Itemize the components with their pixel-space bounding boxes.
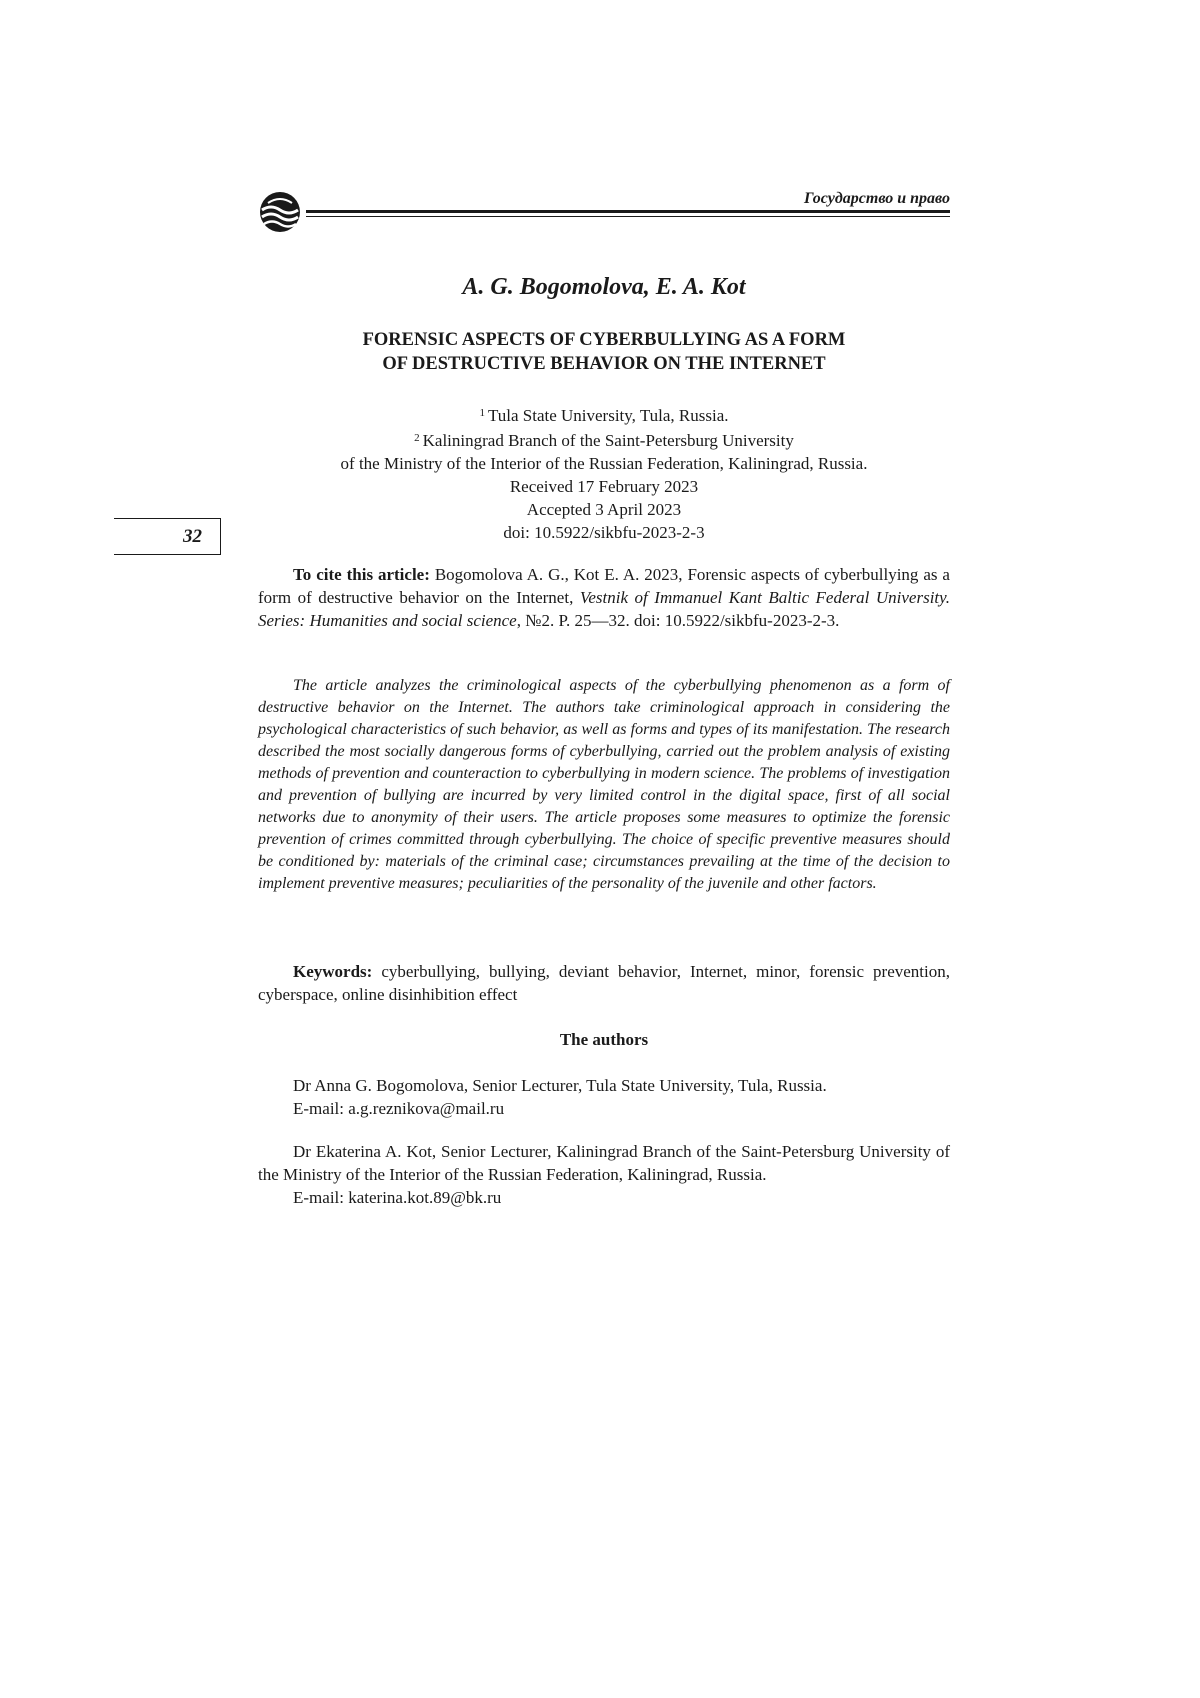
article-title bbox=[258, 328, 950, 376]
affiliation-sup-2: 2 bbox=[414, 432, 420, 444]
keywords-label: Keywords: bbox=[293, 962, 373, 981]
title-line-2: OF DESTRUCTIVE BEHAVIOR ON THE INTERNET bbox=[382, 354, 826, 374]
title-line-1: FORENSIC ASPECTS OF CYBERBULLYING AS A FORM bbox=[362, 330, 846, 350]
citation-label: To cite this article: bbox=[293, 565, 430, 584]
citation bbox=[258, 563, 950, 632]
abstract: The article analyzes the criminological aspects of the cyberbullying phenomenon as a form of destructive behavior on the Internet. The authors take criminological approach in considering the psychological characteristics of such behavior, as well as forms and types of its manifestation. The research described the most socially dangerous forms of cyberbullying, carried out the problem analysis of existing methods of prevention and counteraction to cyberbullying in modern science. The problems of investigation and prevention of bullying are incurred by very limited control in the digital space, first of all social networks due to anonymity of their users. The article proposes some measures to optimize the forensic prevention of crimes committed through cyberbullying. The choice of specific preventive measures should be conditioned by: materials of the criminal case; circumstances prevailing at the time of the decision to implement preventive measures; peculiarities of the personality of the juvenile and other factors. bbox=[258, 677, 950, 892]
accepted-date: Accepted 3 April 2023 bbox=[526, 500, 682, 519]
page-header bbox=[258, 186, 950, 236]
affiliation-1 bbox=[258, 402, 950, 427]
page-number: 32 bbox=[183, 526, 202, 547]
keywords bbox=[258, 960, 950, 1006]
keywords-text: cyberbullying, bullying, deviant behavior, Internet, minor, forensic prevention, cyberspace, online disinhibition effect bbox=[258, 962, 950, 1004]
citation-journal: Vestnik of Immanuel Kant Baltic Federal University. Series: Humanities and social science bbox=[258, 588, 950, 630]
affiliation-2-text: Kaliningrad Branch of the Saint-Petersburg University bbox=[422, 431, 794, 450]
received-date: Received 17 February 2023 bbox=[509, 477, 699, 496]
citation-text: Bogomolova A. G., Kot E. A. 2023, Forensic aspects of cyberbullying as a form of destructive behavior on the Internet, bbox=[258, 565, 950, 607]
affiliation-1-text: Tula State University, Tula, Russia. bbox=[487, 406, 729, 425]
affiliations bbox=[258, 402, 950, 544]
page-number-box bbox=[114, 518, 221, 555]
affiliation-2-cont: of the Ministry of the Interior of the Russian Federation, Kaliningrad, Russia. bbox=[340, 454, 868, 473]
author-1-text: Dr Anna G. Bogomolova, Senior Lecturer, Tula State University, Tula, Russia. bbox=[293, 1076, 827, 1095]
author-1-email: E-mail: a.g.reznikova@mail.ru bbox=[293, 1099, 505, 1118]
running-head: Государство и право bbox=[803, 190, 950, 207]
wave-sun-logo-icon bbox=[258, 190, 302, 234]
author-1 bbox=[258, 1074, 950, 1120]
citation-tail: , №2. P. 25—32. doi: 10.5922/sikbfu-2023-2-3. bbox=[516, 611, 840, 630]
author-2-email: E-mail: katerina.kot.89@bk.ru bbox=[293, 1188, 502, 1207]
header-rule-thick bbox=[306, 210, 950, 213]
header-rule-thin bbox=[306, 216, 950, 217]
affiliation-sup-1: 1 bbox=[479, 407, 485, 419]
affiliation-2 bbox=[258, 427, 950, 452]
doi: doi: 10.5922/sikbfu-2023-2-3 bbox=[503, 523, 705, 542]
authors-heading: The authors bbox=[559, 1030, 649, 1049]
author-2 bbox=[258, 1140, 950, 1209]
article-authors: A. G. Bogomolova, E. A. Kot bbox=[462, 274, 746, 300]
author-2-text: Dr Ekaterina A. Kot, Senior Lecturer, Kaliningrad Branch of the Saint-Petersburg University of the Ministry of the Interior of the Russian Federation, Kaliningrad, Russia. bbox=[258, 1142, 950, 1184]
